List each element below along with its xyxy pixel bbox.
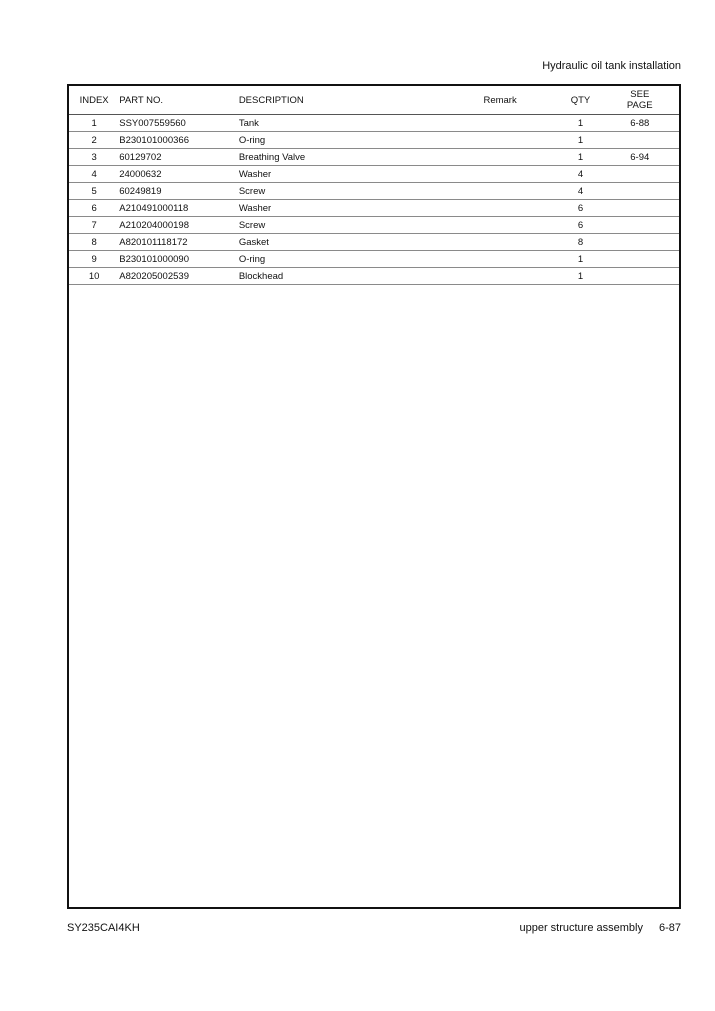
see-page-line2: PAGE — [626, 100, 653, 111]
cell-qty: 1 — [560, 115, 600, 132]
cell-see-page — [601, 132, 679, 149]
cell-index: 8 — [69, 234, 119, 251]
cell-qty: 4 — [560, 183, 600, 200]
cell-index: 6 — [69, 200, 119, 217]
cell-description: Screw — [239, 217, 440, 234]
table-row — [69, 268, 679, 285]
cell-see-page: 6-88 — [601, 115, 679, 132]
cell-part-no: A210204000198 — [119, 217, 239, 234]
table-row — [69, 200, 679, 217]
parts-list-frame — [67, 84, 681, 909]
cell-index: 1 — [69, 115, 119, 132]
cell-qty: 6 — [560, 200, 600, 217]
footer-model: SY235CAI4KH — [67, 922, 140, 934]
cell-qty: 6 — [560, 217, 600, 234]
column-header-index: INDEX — [69, 86, 119, 115]
cell-remark — [440, 166, 561, 183]
cell-qty: 4 — [560, 166, 600, 183]
parts-table-body — [69, 115, 679, 285]
cell-remark — [440, 251, 561, 268]
cell-remark — [440, 234, 561, 251]
footer-page-number: 6-87 — [658, 922, 681, 934]
cell-see-page — [601, 183, 679, 200]
cell-part-no: A210491000118 — [119, 200, 239, 217]
cell-qty: 8 — [560, 234, 600, 251]
table-row — [69, 132, 679, 149]
cell-index: 5 — [69, 183, 119, 200]
cell-part-no: 24000632 — [119, 166, 239, 183]
footer-section-info — [519, 922, 681, 934]
cell-part-no: B230101000366 — [119, 132, 239, 149]
cell-description: O-ring — [239, 251, 440, 268]
cell-part-no: A820205002539 — [119, 268, 239, 285]
cell-description: Gasket — [239, 234, 440, 251]
page-header-title: Hydraulic oil tank installation — [542, 60, 681, 72]
table-row — [69, 251, 679, 268]
cell-description: Breathing Valve — [239, 149, 440, 166]
column-header-part-no: PART NO. — [119, 86, 239, 115]
table-row — [69, 183, 679, 200]
column-header-description: DESCRIPTION — [239, 86, 440, 115]
cell-remark — [440, 132, 561, 149]
footer-section-name: upper structure assembly — [519, 922, 643, 934]
cell-description: O-ring — [239, 132, 440, 149]
table-row — [69, 115, 679, 132]
cell-qty: 1 — [560, 251, 600, 268]
cell-see-page — [601, 268, 679, 285]
cell-qty: 1 — [560, 149, 600, 166]
cell-index: 4 — [69, 166, 119, 183]
cell-description: Washer — [239, 200, 440, 217]
cell-index: 3 — [69, 149, 119, 166]
cell-description: Blockhead — [239, 268, 440, 285]
cell-part-no: 60129702 — [119, 149, 239, 166]
cell-part-no: SSY007559560 — [119, 115, 239, 132]
table-row — [69, 217, 679, 234]
cell-part-no: B230101000090 — [119, 251, 239, 268]
cell-part-no: 60249819 — [119, 183, 239, 200]
cell-index: 2 — [69, 132, 119, 149]
cell-remark — [440, 115, 561, 132]
cell-description: Tank — [239, 115, 440, 132]
cell-qty: 1 — [560, 268, 600, 285]
cell-remark — [440, 200, 561, 217]
table-row — [69, 166, 679, 183]
cell-see-page — [601, 234, 679, 251]
table-row — [69, 234, 679, 251]
cell-see-page — [601, 200, 679, 217]
cell-see-page — [601, 217, 679, 234]
cell-qty: 1 — [560, 132, 600, 149]
see-page-line1: SEE — [630, 89, 650, 100]
column-header-qty: QTY — [560, 86, 600, 115]
table-row — [69, 149, 679, 166]
cell-remark — [440, 149, 561, 166]
cell-see-page: 6-94 — [601, 149, 679, 166]
cell-index: 9 — [69, 251, 119, 268]
cell-description: Washer — [239, 166, 440, 183]
cell-description: Screw — [239, 183, 440, 200]
cell-index: 10 — [69, 268, 119, 285]
column-header-remark: Remark — [440, 86, 561, 115]
cell-remark — [440, 183, 561, 200]
cell-remark — [440, 217, 561, 234]
cell-index: 7 — [69, 217, 119, 234]
cell-part-no: A820101118172 — [119, 234, 239, 251]
parts-table — [69, 86, 679, 285]
cell-remark — [440, 268, 561, 285]
table-header-row — [69, 86, 679, 115]
column-header-see-page — [601, 86, 679, 115]
cell-see-page — [601, 166, 679, 183]
cell-see-page — [601, 251, 679, 268]
